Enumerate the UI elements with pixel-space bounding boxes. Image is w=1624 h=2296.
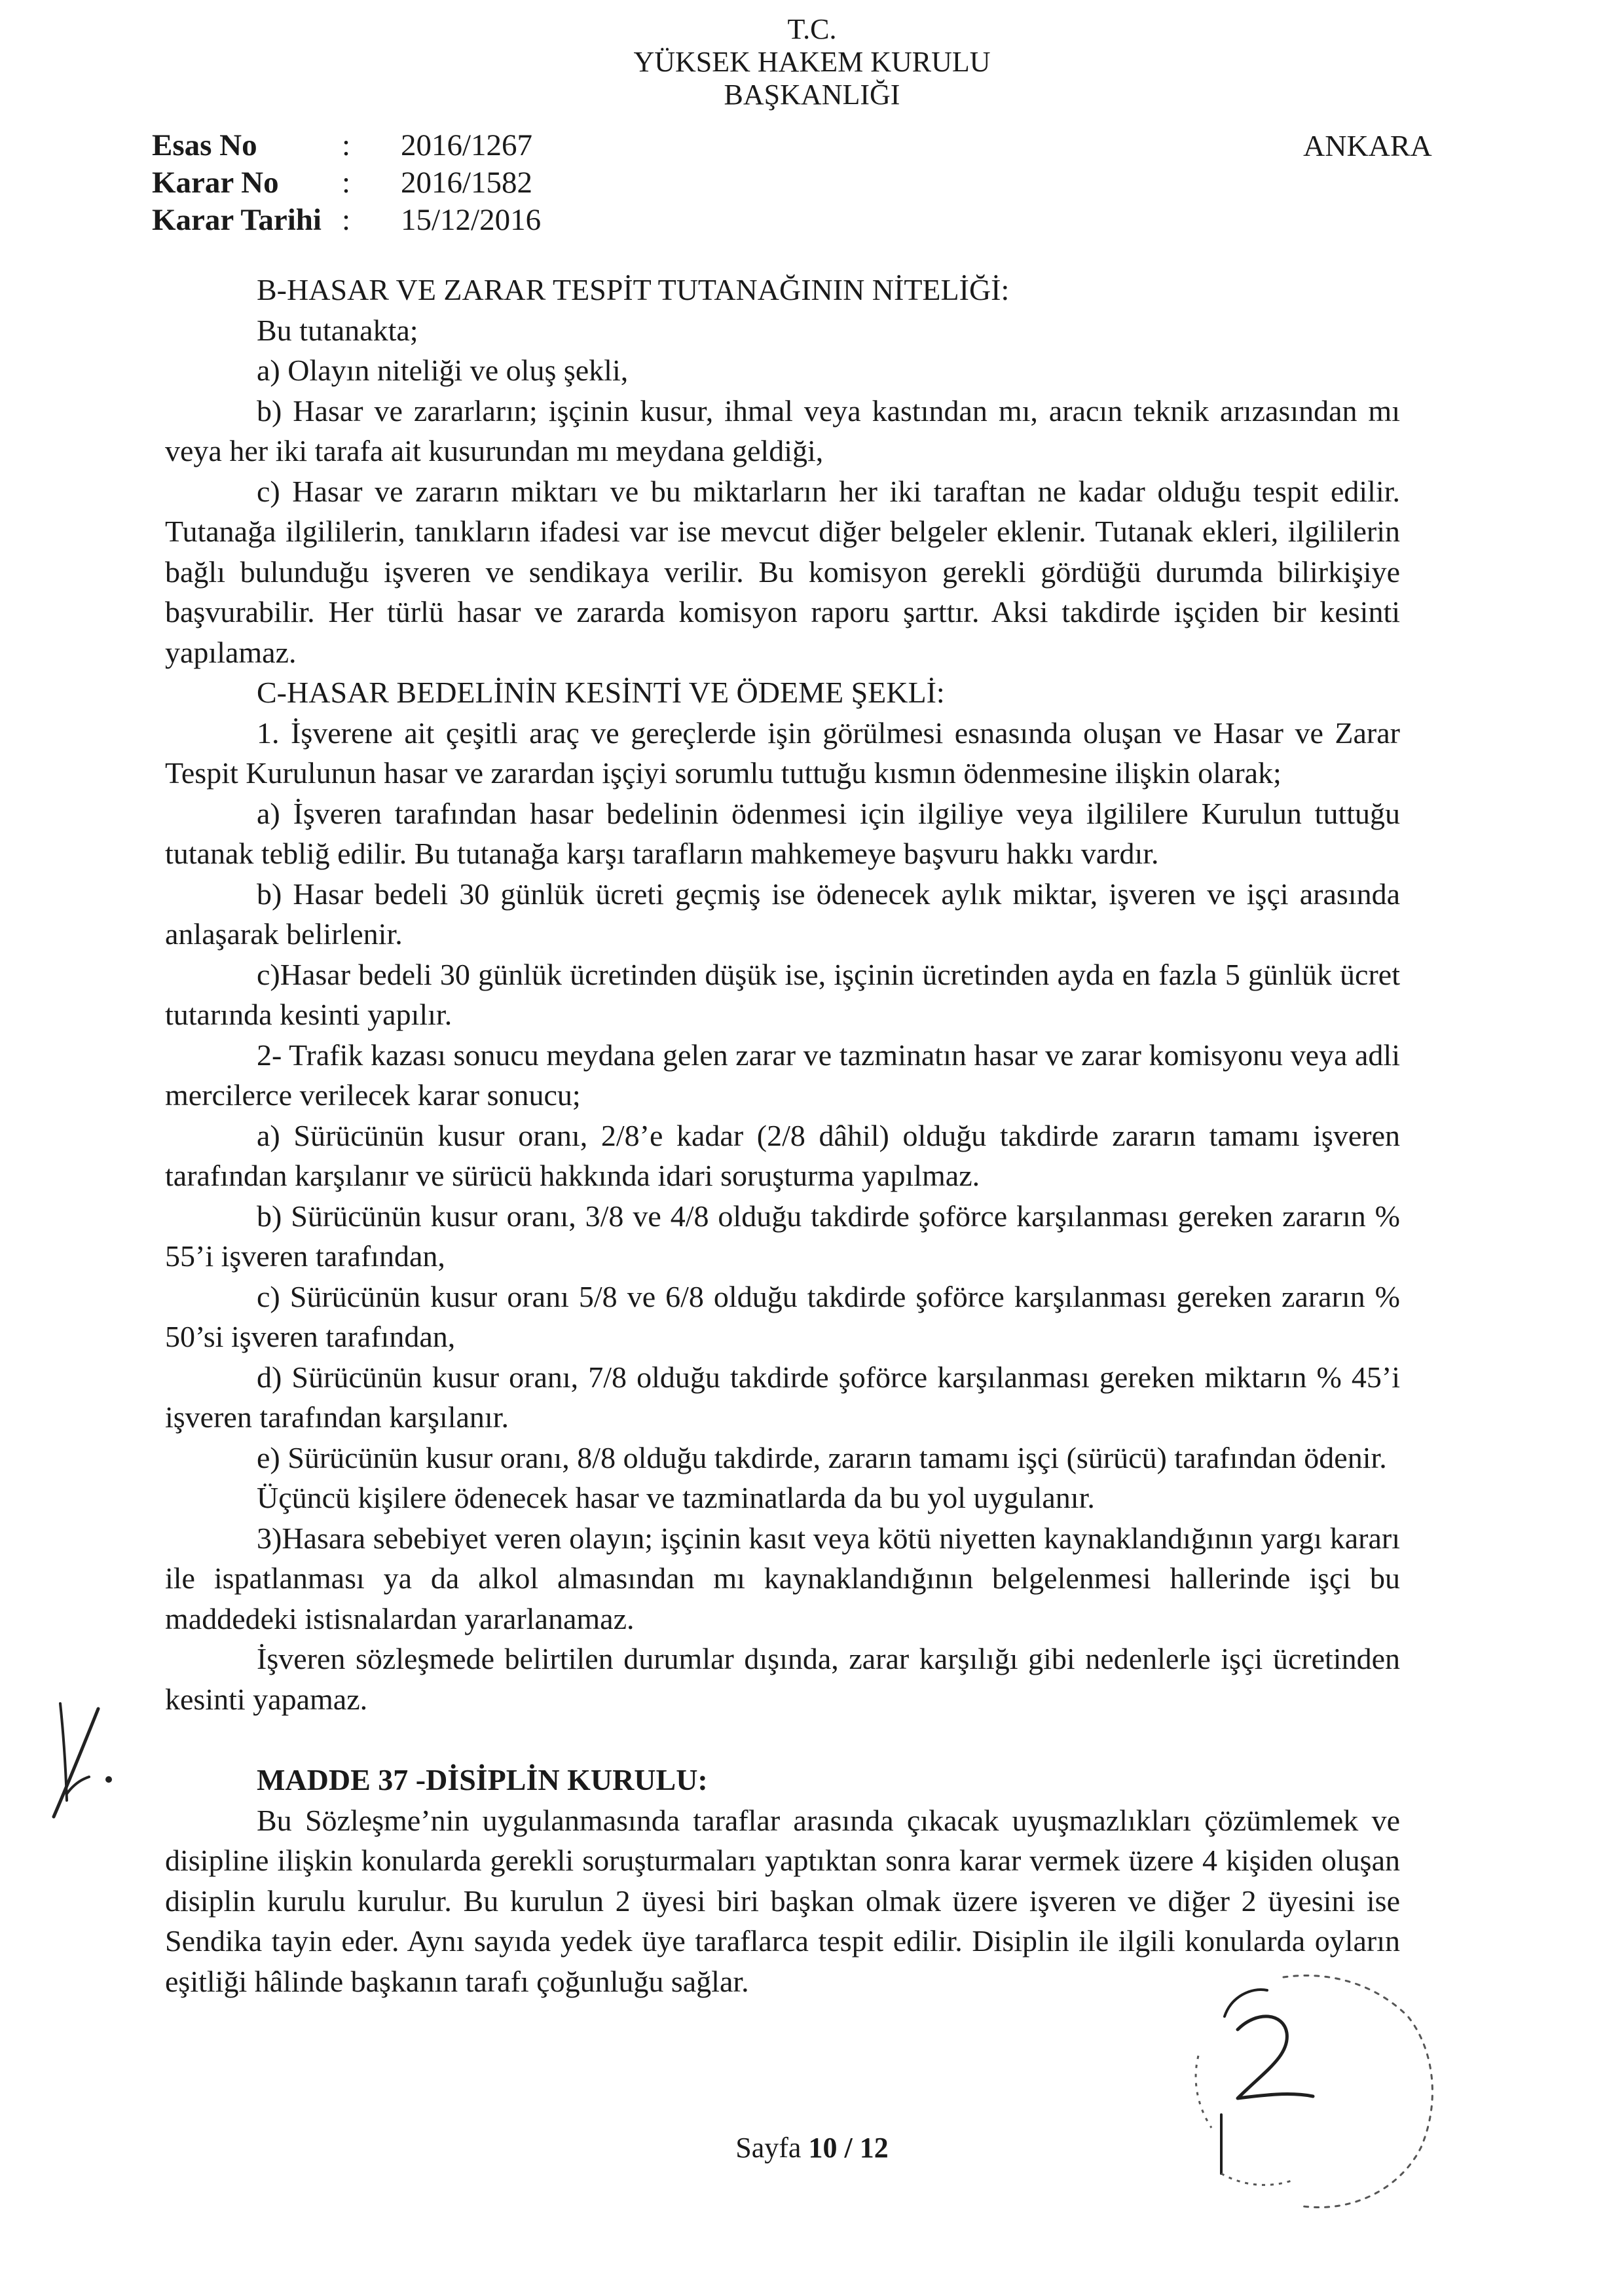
header-republic: T.C. <box>787 13 837 45</box>
page-number: 10 / 12 <box>808 2132 889 2164</box>
document-header <box>0 13 1624 111</box>
section-c-item-2d: d) Sürücünün kusur oranı, 7/8 olduğu takdirde şoförce karşılanması gereken miktarın % 45’i işveren tarafından karşılanır. <box>165 1360 1400 1434</box>
section-c-item-1: 1. İşverene ait çeşitli araç ve gereçlerde işin görülmesi esnasında oluşan ve Hasar ve Zarar Tespit Kurulunun hasar ve zarardan işçiyi sorumlu tuttuğu kısmın ödenmesine ilişkin olarak; <box>165 716 1400 790</box>
section-b-item-c: c) Hasar ve zararın miktarı ve bu miktarların her iki taraftan ne kadar olduğu tespit edilir. Tutanağa ilgililerin, tanıkların ifadesi var ise mevcut diğer belgeler eklenir. Tutanak ekleri, ilgililerin bağlı bulunduğu işveren ve sendikaya verilir. Bu komisyon gerekli gördüğü durumda bilirkişiye başvurabilir. Her türlü hasar ve zararda komisyon raporu şarttır. Aksi takdirde işçiden bir kesinti yapılamaz. <box>165 474 1400 669</box>
section-b-title: B-HASAR VE ZARAR TESPİT TUTANAĞININ NİTELİĞİ: <box>257 273 1010 306</box>
header-institution: YÜKSEK HAKEM KURULU <box>633 46 991 78</box>
header-office: BAŞKANLIĞI <box>724 79 900 111</box>
section-b-intro: Bu tutanakta; <box>257 313 418 347</box>
section-c-item-2b: b) Sürücünün kusur oranı, 3/8 ve 4/8 olduğu takdirde şoförce karşılanması gereken zararın % 55’i işveren tarafından, <box>165 1199 1400 1273</box>
section-c-item-1b: b) Hasar bedeli 30 günlük ücreti geçmiş ise ödenecek aylık miktar, işveren ve işçi arasında anlaşarak belirlenir. <box>165 877 1400 951</box>
section-c-item-2c: c) Sürücünün kusur oranı 5/8 ve 6/8 olduğu takdirde şoförce karşılanması gereken zararın % 50’si işveren tarafından, <box>165 1279 1400 1353</box>
tarih-value: 15/12/2016 <box>401 203 542 237</box>
karar-value: 2016/1582 <box>401 166 533 200</box>
article-37-text: Bu Sözleşme’nin uygulanmasında taraflar arasında çıkacak uyuşmazlıkları çözümlemek ve disipline ilişkin konularda gerekli soruşturmaları yaptıktan sonra karar vermek üzere 4 kişiden oluşan disiplin kurulu kurulur. Bu kurulun 2 üyesi biri başkan olmak üzere işveren ve diğer 2 üyesini ise Sendika tayin eder. Aynı sayıda yedek üye taraflarca tespit edilir. Disiplin ile ilgili konularda oyların eşitliği hâlinde başkanın tarafı çoğunluğu sağlar. <box>165 1803 1400 1998</box>
city-label: ANKARA <box>1303 129 1432 162</box>
esas-row <box>152 127 541 164</box>
karar-label: Karar No <box>152 166 279 200</box>
handwritten-initial-mark <box>26 1696 118 1827</box>
esas-colon: : <box>342 128 351 162</box>
third-party-note: Üçüncü kişilere ödenecek hasar ve tazminatlarda da bu yol uygulanır. <box>257 1481 1095 1514</box>
esas-label: Esas No <box>152 128 257 162</box>
page-label: Sayfa <box>735 2132 802 2164</box>
tarih-colon: : <box>342 203 351 237</box>
paragraph-gap <box>165 1719 1400 1760</box>
tarih-label: Karar Tarihi <box>152 203 322 237</box>
karar-row <box>152 164 541 202</box>
signature-stamp-mark <box>1159 1958 1454 2226</box>
section-c-title: C-HASAR BEDELİNİN KESİNTİ VE ÖDEME ŞEKLİ: <box>257 676 945 709</box>
section-c-item-1a: a) İşveren tarafından hasar bedelinin ödenmesi için ilgiliye veya ilgililere Kurulun tuttuğu tutanak tebliğ edilir. Bu tutanağa karşı tarafların mahkemeye başvuru hakkı vardır. <box>165 796 1400 870</box>
section-c-item-1c: c)Hasar bedeli 30 günlük ücretinden düşük ise, işçinin ücretinden ayda en fazla 5 günlük ücret tutarında kesinti yapılır. <box>165 957 1400 1031</box>
section-c-item-2e: e) Sürücünün kusur oranı, 8/8 olduğu takdirde, zararın tamamı işçi (sürücü) tarafından ödenir. <box>257 1440 1387 1474</box>
case-metadata <box>152 127 541 239</box>
employer-note: İşveren sözleşmede belirtilen durumlar dışında, zarar karşılığı gibi nedenlerle işçi ücretinden kesinti yapamaz. <box>165 1642 1400 1716</box>
esas-value: 2016/1267 <box>401 128 533 162</box>
section-c-item-3: 3)Hasara sebebiyet veren olayın; işçinin kasıt veya kötü niyetten kaynaklandığının yargı kararı ile ispatlanması ya da alkol almasından mı kaynaklandığının belgelenmesi hallerinde işçi bu maddedeki istisnalardan yararlanamaz. <box>165 1521 1400 1635</box>
section-c-item-2: 2- Trafik kazası sonucu meydana gelen zarar ve tazminatın hasar ve zarar komisyonu veya adli mercilerce verilecek karar sonucu; <box>165 1038 1400 1112</box>
tarih-row <box>152 202 541 239</box>
document-body <box>165 270 1400 2001</box>
section-b-item-b: b) Hasar ve zararların; işçinin kusur, ihmal veya kastından mı, aracın teknik arızasından mı veya her iki tarafa ait kusurundan mı meydana geldiği, <box>165 393 1400 467</box>
section-c-item-2a: a) Sürücünün kusur oranı, 2/8’e kadar (2/8 dâhil) olduğu takdirde zararın tamamı işveren tarafından karşılanır ve sürücü hakkında idari soruşturma yapılmaz. <box>165 1118 1400 1192</box>
article-37-title: MADDE 37 -DİSİPLİN KURULU: <box>257 1763 708 1796</box>
section-b-item-a: a) Olayın niteliği ve oluş şekli, <box>257 354 629 387</box>
karar-colon: : <box>342 166 351 200</box>
